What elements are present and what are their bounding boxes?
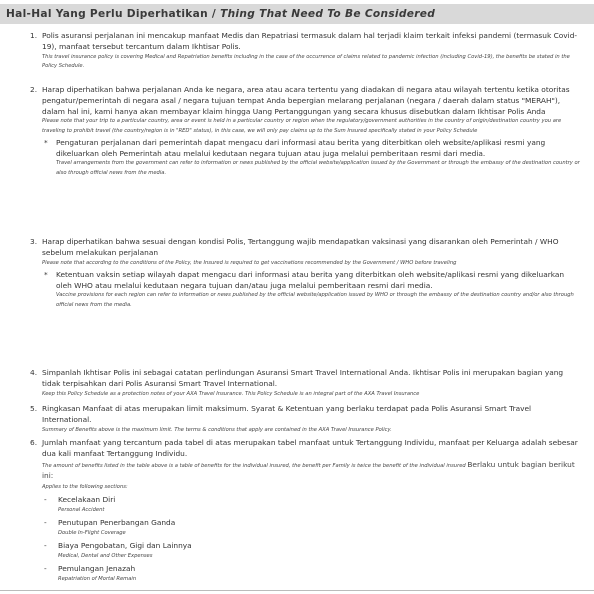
item-number: 3. bbox=[30, 237, 38, 246]
asterisk-icon: * bbox=[44, 137, 48, 147]
sub-note bbox=[42, 270, 582, 310]
bullet-text-en: Personal Accident bbox=[58, 507, 105, 513]
item-text-en: Please note that your trip to a particular country, area or event is held in a particular country or region when the regulatory/government authorities in the country of origin/destination country you are traveling to prohibit travel (the country/region is in "RED" status), in this case, we will only pay claims up to the Sum Insured specifically stated in your Policy Schedule bbox=[42, 118, 562, 134]
sub-note-text-id: Ketentuan vaksin setiap wilayah dapat mengacu dari informasi atau berita yang diterbitkan oleh website/aplikasi resmi yang dikeluarkan oleh WHO atau melalui kedutaan negara tujuan dan/atau juga melalui pemberitaan resmi dari media. bbox=[56, 269, 565, 290]
bullet-text-id: Biaya Pengobatan, Gigi dan Lainnya bbox=[58, 541, 192, 551]
sub-note-text-en: Travel arrangements from the government can refer to information or news published by the official website/application issued by the Government or through the embassy of the destination country or also through official news from the media. bbox=[56, 160, 580, 176]
list-item-3 bbox=[30, 237, 582, 310]
list-item-6 bbox=[30, 438, 582, 584]
asterisk-icon: * bbox=[44, 269, 48, 279]
item-number: 1. bbox=[30, 31, 38, 40]
item-text-id-tail: Berlaku untuk bagian berikut ini: bbox=[42, 459, 575, 480]
item-text-id: Simpanlah Ikhtisar Polis ini sebagai catatan perlindungan Asuransi Smart Travel International Anda. Ikhtisar Polis ini merupakan bagian yang tidak terpisahkan dari Polis Asuransi Smart Travel International. bbox=[42, 368, 564, 388]
bullet-text-en: Repatriation of Mortal Remain bbox=[58, 576, 137, 582]
item-text-en-lead: The amount of benefits listed in the table above is a table of benefits for the individual insured, the benefit per Family is twice the benefit of the individual insured bbox=[42, 462, 466, 469]
sub-note-text-en: Vaccine provisions for each region can refer to information or news published by the official website/application issued by WHO or through the embassy of the destination country and/or also through official news from the media. bbox=[56, 292, 574, 308]
item-number: 6. bbox=[30, 438, 38, 447]
item-text-en: Please note that according to the conditions of the Policy, the Insured is required to get vaccinations recommended by the Government / WHO before traveling bbox=[42, 259, 457, 266]
section-header bbox=[0, 4, 594, 24]
bullet-text-id: Pemulangan Jenazah bbox=[58, 564, 136, 574]
section-title-id: Hal-Hal Yang Perlu Diperhatikan / bbox=[6, 8, 221, 20]
list-item-4 bbox=[30, 368, 582, 399]
list-item-bullet bbox=[42, 495, 582, 515]
list-item-2 bbox=[30, 85, 582, 178]
item-text-en: Summary of Benefits above is the maximum limit. The terms & conditions that apply are contained in the AXA Travel Insurance Policy. bbox=[42, 426, 392, 433]
bottom-divider bbox=[0, 590, 594, 591]
dash-icon: - bbox=[44, 541, 47, 551]
item-text-id: Ringkasan Manfaat di atas merupakan limit maksimum. Syarat & Ketentuan yang berlaku terdapat pada Polis Asuransi Smart Travel International. bbox=[42, 404, 532, 424]
bullet-text-id: Penutupan Penerbangan Ganda bbox=[58, 518, 176, 528]
item-text-en bbox=[42, 460, 582, 482]
item-text-id: Harap diperhatikan bahwa perjalanan Anda ke negara, area atau acara tertentu yang diadakan di negara atau wilayah tertentu ketika otoritas pengatur/pemerintah di negara asal / negara tujuan tempat Anda bepergian melarang perjalanan (negara / daerah dalam status "MERAH"), dalam hal ini, kami hanya akan membayar klaim hingga Uang Pertanggungan yang secara khusus disebutkan dalam Ikhtisar Polis Anda bbox=[42, 85, 570, 116]
item-number: 2. bbox=[30, 85, 38, 94]
item-text-id: Polis asuransi perjalanan ini mencakup manfaat Medis dan Repatriasi termasuk dalam hal terjadi klaim terkait infeksi pandemi (termasuk Covid-19), manfaat tersebut tercantum dalam Ikhtisar Polis. bbox=[42, 31, 578, 51]
dash-icon: - bbox=[44, 564, 47, 574]
item-text-en: Keep this Policy Schedule as a protection notes of your AXA Travel Insurance. This Policy Schedule is an integral part of the AXA Travel Insurance bbox=[42, 390, 420, 397]
item-text-en: This travel insurance policy is covering Medical and Repatriation benefits including in the case of the occurrence of claims related to pandemic infection (including Covid-19), the benefits be stated in the Policy Schedule. bbox=[42, 53, 570, 69]
section-title bbox=[6, 8, 435, 20]
applies-to bbox=[42, 483, 582, 492]
dash-icon: - bbox=[44, 518, 47, 528]
list-item-bullet bbox=[42, 541, 582, 561]
bullet-text-id: Kecelakaan Diri bbox=[58, 495, 116, 505]
list-item-bullet bbox=[42, 564, 582, 584]
bullet-text-en: Double In-Flight Coverage bbox=[58, 530, 126, 536]
section-title-en: Thing That Need To Be Considered bbox=[220, 8, 436, 20]
item-number: 4. bbox=[30, 368, 38, 377]
item-text-id: Jumlah manfaat yang tercantum pada tabel di atas merupakan tabel manfaat untuk Tertanggung Individu, manfaat per Keluarga adalah sebesar dua kali manfaat Tertanggung Individu. bbox=[42, 438, 578, 458]
item-text-id: Harap diperhatikan bahwa sesuai dengan kondisi Polis, Tertanggung wajib mendapatkan vaksinasi yang disarankan oleh Pemerintah / WHO sebelum melakukan perjalanan bbox=[42, 237, 559, 257]
sub-note-text-id: Pengaturan perjalanan dari pemerintah dapat mengacu dari informasi atau berita yang diterbitkan oleh website/aplikasi resmi yang dikeluarkan oleh Pemerintah atau melalui kedutaan negara tujuan atau juga melalui pemberitaan resmi dari media. bbox=[56, 137, 546, 158]
dash-icon: - bbox=[44, 495, 47, 505]
bullet-text-en: Medical, Dental and Other Expenses bbox=[58, 553, 153, 559]
applies-to-label: Applies to the following sections: bbox=[42, 484, 128, 490]
list-item-bullet bbox=[42, 518, 582, 538]
item-number: 5. bbox=[30, 404, 38, 413]
sub-note bbox=[42, 138, 582, 178]
list-item-1 bbox=[30, 31, 582, 71]
list-item-5 bbox=[30, 404, 582, 435]
